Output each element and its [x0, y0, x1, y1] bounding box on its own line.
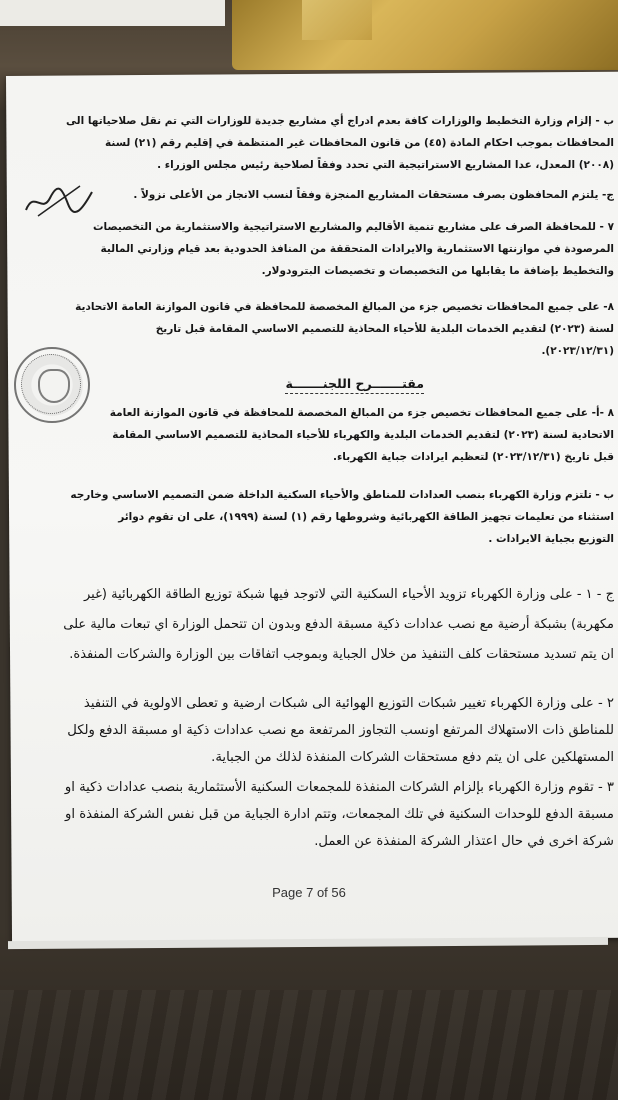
text-line: قبل تاريخ (٢٠٢٣/١٢/٣١) لتعظيم ايرادات جباية الكهرباء.: [332, 451, 614, 463]
paragraph-8: [29, 296, 614, 362]
text-line: والتخطيط بإضافة ما يقابلها من التخصيصات و تخصيصات البترودولار.: [261, 265, 614, 277]
paragraph-7: [29, 216, 614, 282]
text-line: لسنة (٢٠٢٣) لتقديم الخدمات البلدية للأحياء المحاذية للتصميم الاساسي المقامة قبل تاريخ: [155, 323, 614, 335]
text-line: ٣ - تقوم وزارة الكهرباء بإلزام الشركات المنفذة للمجمعات السكنية الأستثمارية بنصب عدادات ذكية او: [64, 780, 614, 795]
committee-heading: مقتـــــــرح اللجنـــــــة: [285, 376, 424, 394]
paragraph-8j3: [29, 774, 614, 855]
text-line: مكهربة) بشبكة أرضية مع نصب عدادات ذكية مسبقة الدفع وبدون ان تتحمل الوزارة اي تبعات مالية على: [63, 617, 614, 632]
text-line: ٢ - على وزارة الكهرباء تغيير شبكات التوزيع الهوائية الى شبكات ارضية و تعطى الاولوية في التنفيذ: [83, 696, 614, 711]
paragraph-b-ministries: [29, 110, 614, 176]
paragraph-8b: [29, 484, 614, 550]
background-card: [0, 0, 225, 26]
text-line: ب - تلتزم وزارة الكهرباء بنصب العدادات للمناطق والأحياء السكنية الداخلة ضمن التصميم الاساسي وخارجه: [70, 489, 614, 501]
official-seal-stamp: [14, 347, 90, 423]
text-line: التوزيع بجباية الايرادات .: [488, 533, 614, 545]
handwritten-signature: [20, 180, 100, 220]
text-line: ان يتم تسديد مستحقات كلف التنفيذ من خلال الجباية وبموجب اتفاقات بين الوزارة والشركات المنفذة.: [69, 647, 614, 662]
gold-plaque: [232, 0, 618, 70]
text-line: الاتحادية لسنة (٢٠٢٣) لتقديم الخدمات البلدية والكهرباء للأحياء المحاذية للتصميم الاساسي المقامة: [112, 429, 614, 441]
background-floor: [0, 930, 618, 1100]
text-line: ٨- على جميع المحافظات تخصيص جزء من المبالغ المخصصة للمحافظة في قانون الموازنة العامة الاتحادية: [75, 301, 614, 313]
text-line: المحافظات بموجب احكام المادة (٤٥) من قانون المحافظات غير المنتظمة في إقليم رقم (٢١) لسنة: [105, 137, 614, 149]
paragraph-j-governors: [29, 184, 614, 206]
text-line: المستهلكين على ان يتم دفع مستحقات الشركات المنفذة لذلك من الجباية.: [211, 750, 614, 765]
text-line: ٧ - للمحافظة الصرف على مشاريع تنمية الأقاليم والمشاريع الاستراتيجية والاستثمارية من التخصيصات: [92, 221, 614, 233]
paragraph-8j2: [29, 690, 614, 771]
text-line: (٢٠٢٣/١٢/٣١).: [541, 345, 614, 357]
text-line: ج - ١ - على وزارة الكهرباء تزويد الأحياء السكنية التي لاتوجد فيها شبكة توزيع الطاقة الكهربائية (غير: [83, 587, 614, 602]
text-line: (٢٠٠٨) المعدل، عدا المشاريع الاستراتيجية التي تحدد وفقاً لصلاحية رئيس مجلس الوزراء .: [157, 159, 614, 171]
text-line: للمناطق ذات الاستهلاك المرتفع اونسب التجاوز المرتفعة مع نصب عدادات ذكية او مسبقة الدفع ولكل: [67, 723, 614, 738]
text-line: ج- يلتزم المحافظون بصرف مستحقات المشاريع المنجزة وفقاً لنسب الانجاز من الأعلى نزولاً .: [133, 189, 614, 201]
text-line: المرصودة في موازنتها الاستثمارية والايرادات المتحققة من المنافذ الحدودية بعد قيام وزارتي المالية: [100, 243, 614, 255]
page-number: Page 7 of 56: [272, 885, 346, 900]
text-line: استثناء من تعليمات تجهيز الطاقة الكهربائية وشروطها رقم (١) لسنة (١٩٩٩)، على ان تقوم دوائر: [118, 511, 614, 523]
text-line: شركة اخرى في حال اعتذار الشركة المنفذة عن العمل.: [314, 834, 614, 849]
paragraph-8a: [94, 402, 614, 468]
text-line: ٨ -أ- على جميع المحافظات تخصيص جزء من المبالغ المخصصة للمحافظة في قانون الموازنة العامة: [109, 407, 614, 419]
text-line: مسبقة الدفع للوحدات السكنية في تلك المجمعات، وتتم ادارة الجباية من قبل نفس الشركة المنفذة او: [64, 807, 614, 822]
text-line: ب - إلزام وزارة التخطيط والوزارات كافة بعدم ادراج أي مشاريع جديدة للوزارات التي تم نقل صلاحياتها الى: [66, 115, 614, 127]
paragraph-8j1: [29, 580, 614, 670]
